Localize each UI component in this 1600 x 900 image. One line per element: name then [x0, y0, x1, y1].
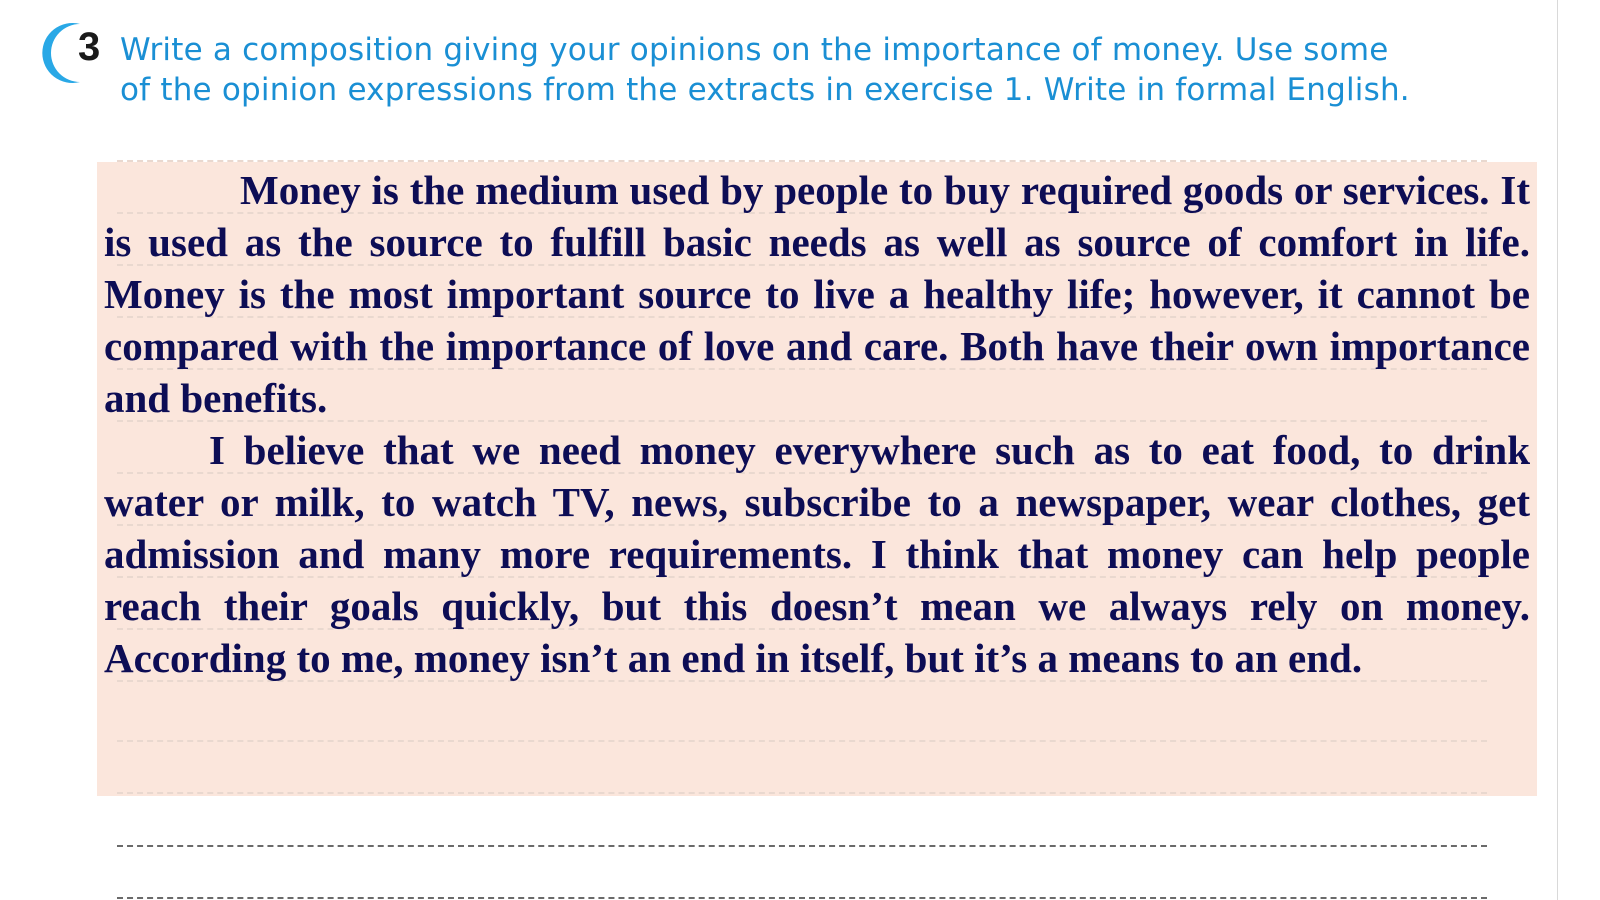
instruction-line: of the opinion expressions from the extracts in exercise 1. Write in formal English. — [120, 72, 1410, 108]
composition-text — [104, 164, 1530, 684]
page-margin-rule — [1557, 0, 1558, 900]
ruled-line — [117, 897, 1487, 899]
exercise-number: 3 — [78, 25, 101, 69]
essay-paragraph: Money is the medium used by people to buy required goods or services. It is used as the source to fulfill basic needs as well as source of comfort in life. Money is the most important source to live a healthy life; however, it cannot be compared with the importance of love and care. Both have their own importance and benefits. — [104, 167, 1530, 421]
essay-paragraph: I believe that we need money everywhere such as to eat food, to drink water or milk, to watch TV, news, subscribe to a newspaper, wear clothes, get admission and many more requirements. I think that money can help people reach their goals quickly, but this doesn’t mean we always rely on money. According to me, money isn’t an end in itself, but it’s a means to an end. — [104, 427, 1530, 681]
ruled-line — [117, 845, 1487, 847]
exercise-instruction — [120, 30, 1520, 110]
instruction-line: Write a composition giving your opinions on the importance of money. Use some — [120, 32, 1389, 68]
